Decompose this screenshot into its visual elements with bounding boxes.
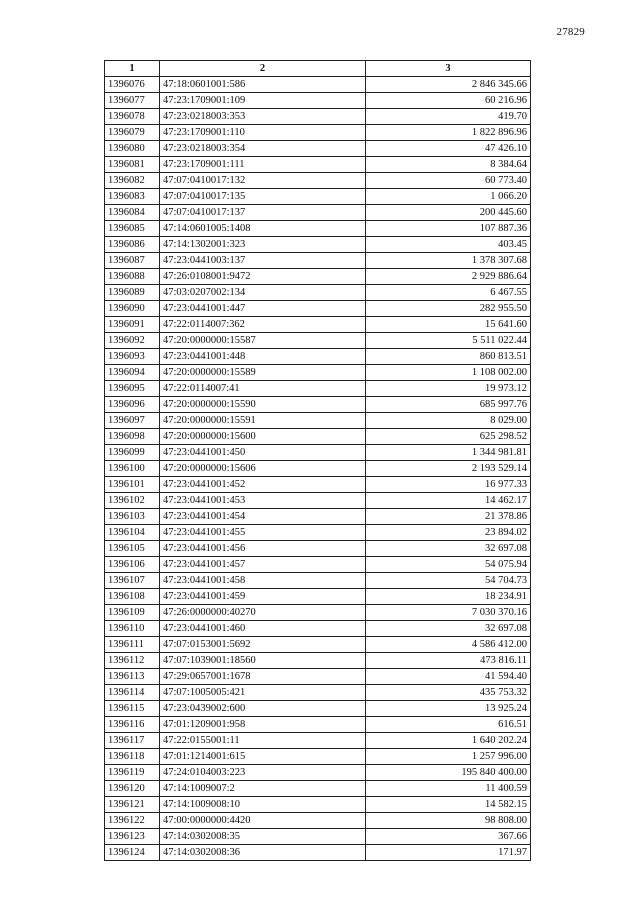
table-row <box>105 157 531 173</box>
cadastral-number-cell: 47:01:1214001:615 <box>160 749 366 765</box>
cadastral-value-cell: 200 445.60 <box>366 205 531 221</box>
cadastral-number-cell: 47:20:0000000:15606 <box>160 461 366 477</box>
row-number-cell: 1396103 <box>105 509 160 525</box>
table-row <box>105 749 531 765</box>
row-number-cell: 1396117 <box>105 733 160 749</box>
table-row <box>105 397 531 413</box>
table-row <box>105 253 531 269</box>
row-number-cell: 1396123 <box>105 829 160 845</box>
row-number-cell: 1396100 <box>105 461 160 477</box>
cadastral-number-cell: 47:07:1039001:18560 <box>160 653 366 669</box>
table-row <box>105 621 531 637</box>
table-row <box>105 781 531 797</box>
table-row <box>105 717 531 733</box>
cadastral-number-cell: 47:23:1709001:109 <box>160 93 366 109</box>
cadastral-value-cell: 2 846 345.66 <box>366 77 531 93</box>
row-number-cell: 1396098 <box>105 429 160 445</box>
table-row <box>105 685 531 701</box>
row-number-cell: 1396085 <box>105 221 160 237</box>
cadastral-number-cell: 47:07:1005005:421 <box>160 685 366 701</box>
cadastral-number-cell: 47:24:0104003:223 <box>160 765 366 781</box>
row-number-cell: 1396080 <box>105 141 160 157</box>
cadastral-number-cell: 47:20:0000000:15590 <box>160 397 366 413</box>
cadastral-number-cell: 47:23:0218003:354 <box>160 141 366 157</box>
table-row <box>105 845 531 861</box>
cadastral-value-cell: 8 384.64 <box>366 157 531 173</box>
cadastral-value-cell: 1 108 002.00 <box>366 365 531 381</box>
cadastral-number-cell: 47:03:0207002:134 <box>160 285 366 301</box>
cadastral-number-cell: 47:14:0302008:35 <box>160 829 366 845</box>
table-row <box>105 221 531 237</box>
cadastral-value-table-container <box>104 60 530 861</box>
cadastral-number-cell: 47:23:0441001:448 <box>160 349 366 365</box>
cadastral-value-cell: 171.97 <box>366 845 531 861</box>
row-number-cell: 1396092 <box>105 333 160 349</box>
column-header-2: 2 <box>160 61 366 77</box>
cadastral-value-table <box>104 60 531 861</box>
table-row <box>105 189 531 205</box>
cadastral-number-cell: 47:23:0441001:455 <box>160 525 366 541</box>
row-number-cell: 1396108 <box>105 589 160 605</box>
row-number-cell: 1396077 <box>105 93 160 109</box>
cadastral-number-cell: 47:23:0441001:452 <box>160 477 366 493</box>
cadastral-value-cell: 54 075.94 <box>366 557 531 573</box>
cadastral-number-cell: 47:23:1709001:111 <box>160 157 366 173</box>
table-row <box>105 765 531 781</box>
row-number-cell: 1396096 <box>105 397 160 413</box>
row-number-cell: 1396086 <box>105 237 160 253</box>
table-row <box>105 365 531 381</box>
table-row <box>105 109 531 125</box>
table-row <box>105 381 531 397</box>
row-number-cell: 1396093 <box>105 349 160 365</box>
cadastral-number-cell: 47:07:0410017:135 <box>160 189 366 205</box>
cadastral-value-cell: 282 955.50 <box>366 301 531 317</box>
row-number-cell: 1396118 <box>105 749 160 765</box>
cadastral-number-cell: 47:00:0000000:4420 <box>160 813 366 829</box>
cadastral-number-cell: 47:14:1009008:10 <box>160 797 366 813</box>
cadastral-value-cell: 625 298.52 <box>366 429 531 445</box>
table-row <box>105 477 531 493</box>
row-number-cell: 1396122 <box>105 813 160 829</box>
row-number-cell: 1396104 <box>105 525 160 541</box>
table-row <box>105 637 531 653</box>
table-row <box>105 493 531 509</box>
cadastral-number-cell: 47:23:1709001:110 <box>160 125 366 141</box>
cadastral-number-cell: 47:07:0410017:132 <box>160 173 366 189</box>
row-number-cell: 1396102 <box>105 493 160 509</box>
table-row <box>105 509 531 525</box>
cadastral-number-cell: 47:20:0000000:15591 <box>160 413 366 429</box>
header-row <box>105 61 531 77</box>
row-number-cell: 1396113 <box>105 669 160 685</box>
table-row <box>105 141 531 157</box>
cadastral-value-cell: 16 977.33 <box>366 477 531 493</box>
table-row <box>105 669 531 685</box>
row-number-cell: 1396120 <box>105 781 160 797</box>
cadastral-number-cell: 47:23:0441001:458 <box>160 573 366 589</box>
cadastral-value-cell: 435 753.32 <box>366 685 531 701</box>
table-header <box>105 61 531 77</box>
row-number-cell: 1396088 <box>105 269 160 285</box>
table-row <box>105 125 531 141</box>
table-row <box>105 541 531 557</box>
column-header-3: 3 <box>366 61 531 77</box>
cadastral-number-cell: 47:22:0114007:41 <box>160 381 366 397</box>
cadastral-number-cell: 47:22:0155001:11 <box>160 733 366 749</box>
cadastral-value-cell: 5 511 022.44 <box>366 333 531 349</box>
table-row <box>105 301 531 317</box>
row-number-cell: 1396114 <box>105 685 160 701</box>
row-number-cell: 1396083 <box>105 189 160 205</box>
row-number-cell: 1396115 <box>105 701 160 717</box>
table-row <box>105 285 531 301</box>
table-row <box>105 573 531 589</box>
row-number-cell: 1396094 <box>105 365 160 381</box>
cadastral-value-cell: 15 641.60 <box>366 317 531 333</box>
table-row <box>105 205 531 221</box>
cadastral-value-cell: 1 344 981.81 <box>366 445 531 461</box>
cadastral-value-cell: 685 997.76 <box>366 397 531 413</box>
table-row <box>105 605 531 621</box>
table-row <box>105 813 531 829</box>
row-number-cell: 1396090 <box>105 301 160 317</box>
cadastral-number-cell: 47:29:0657001:1678 <box>160 669 366 685</box>
table-row <box>105 797 531 813</box>
cadastral-number-cell: 47:23:0441001:453 <box>160 493 366 509</box>
row-number-cell: 1396079 <box>105 125 160 141</box>
cadastral-value-cell: 1 822 896.96 <box>366 125 531 141</box>
cadastral-value-cell: 47 426.10 <box>366 141 531 157</box>
cadastral-value-cell: 1 066.20 <box>366 189 531 205</box>
cadastral-value-cell: 21 378.86 <box>366 509 531 525</box>
row-number-cell: 1396099 <box>105 445 160 461</box>
cadastral-value-cell: 32 697.08 <box>366 541 531 557</box>
cadastral-value-cell: 13 925.24 <box>366 701 531 717</box>
cadastral-value-cell: 32 697.08 <box>366 621 531 637</box>
row-number-cell: 1396095 <box>105 381 160 397</box>
row-number-cell: 1396119 <box>105 765 160 781</box>
cadastral-value-cell: 60 216.96 <box>366 93 531 109</box>
cadastral-value-cell: 60 773.40 <box>366 173 531 189</box>
table-row <box>105 93 531 109</box>
cadastral-number-cell: 47:18:0601001:586 <box>160 77 366 93</box>
row-number-cell: 1396091 <box>105 317 160 333</box>
cadastral-value-cell: 1 257 996.00 <box>366 749 531 765</box>
table-row <box>105 413 531 429</box>
table-row <box>105 733 531 749</box>
table-row <box>105 317 531 333</box>
row-number-cell: 1396111 <box>105 637 160 653</box>
cadastral-value-cell: 2 929 886.64 <box>366 269 531 285</box>
table-row <box>105 269 531 285</box>
cadastral-number-cell: 47:20:0000000:15589 <box>160 365 366 381</box>
table-row <box>105 77 531 93</box>
cadastral-value-cell: 616.51 <box>366 717 531 733</box>
cadastral-number-cell: 47:01:1209001:958 <box>160 717 366 733</box>
row-number-cell: 1396076 <box>105 77 160 93</box>
row-number-cell: 1396087 <box>105 253 160 269</box>
table-row <box>105 653 531 669</box>
row-number-cell: 1396106 <box>105 557 160 573</box>
row-number-cell: 1396101 <box>105 477 160 493</box>
row-number-cell: 1396081 <box>105 157 160 173</box>
cadastral-value-cell: 18 234.91 <box>366 589 531 605</box>
cadastral-value-cell: 14 582.15 <box>366 797 531 813</box>
row-number-cell: 1396112 <box>105 653 160 669</box>
cadastral-value-cell: 7 030 370.16 <box>366 605 531 621</box>
cadastral-number-cell: 47:07:0153001:5692 <box>160 637 366 653</box>
row-number-cell: 1396078 <box>105 109 160 125</box>
cadastral-value-cell: 4 586 412.00 <box>366 637 531 653</box>
cadastral-number-cell: 47:23:0441001:447 <box>160 301 366 317</box>
row-number-cell: 1396097 <box>105 413 160 429</box>
cadastral-value-cell: 403.45 <box>366 237 531 253</box>
row-number-cell: 1396089 <box>105 285 160 301</box>
row-number-cell: 1396121 <box>105 797 160 813</box>
cadastral-value-cell: 195 840 400.00 <box>366 765 531 781</box>
cadastral-number-cell: 47:14:1009007:2 <box>160 781 366 797</box>
cadastral-number-cell: 47:22:0114007:362 <box>160 317 366 333</box>
cadastral-value-cell: 54 704.73 <box>366 573 531 589</box>
table-row <box>105 589 531 605</box>
cadastral-number-cell: 47:23:0441001:454 <box>160 509 366 525</box>
cadastral-number-cell: 47:23:0441001:450 <box>160 445 366 461</box>
row-number-cell: 1396084 <box>105 205 160 221</box>
cadastral-number-cell: 47:14:0302008:36 <box>160 845 366 861</box>
table-row <box>105 445 531 461</box>
cadastral-value-cell: 98 808.00 <box>366 813 531 829</box>
cadastral-number-cell: 47:26:0108001:9472 <box>160 269 366 285</box>
row-number-cell: 1396105 <box>105 541 160 557</box>
cadastral-value-cell: 11 400.59 <box>366 781 531 797</box>
table-row <box>105 461 531 477</box>
cadastral-number-cell: 47:26:0000000:40270 <box>160 605 366 621</box>
cadastral-number-cell: 47:23:0441001:460 <box>160 621 366 637</box>
cadastral-value-cell: 14 462.17 <box>366 493 531 509</box>
cadastral-value-cell: 6 467.55 <box>366 285 531 301</box>
cadastral-number-cell: 47:20:0000000:15587 <box>160 333 366 349</box>
cadastral-number-cell: 47:23:0439002:600 <box>160 701 366 717</box>
cadastral-value-cell: 1 640 202.24 <box>366 733 531 749</box>
table-row <box>105 237 531 253</box>
column-header-1: 1 <box>105 61 160 77</box>
cadastral-number-cell: 47:14:1302001:323 <box>160 237 366 253</box>
cadastral-number-cell: 47:23:0441001:459 <box>160 589 366 605</box>
cadastral-number-cell: 47:20:0000000:15600 <box>160 429 366 445</box>
cadastral-value-cell: 41 594.40 <box>366 669 531 685</box>
table-row <box>105 525 531 541</box>
table-row <box>105 701 531 717</box>
cadastral-value-cell: 419.70 <box>366 109 531 125</box>
cadastral-number-cell: 47:23:0218003:353 <box>160 109 366 125</box>
row-number-cell: 1396082 <box>105 173 160 189</box>
row-number-cell: 1396110 <box>105 621 160 637</box>
row-number-cell: 1396107 <box>105 573 160 589</box>
cadastral-number-cell: 47:07:0410017:137 <box>160 205 366 221</box>
cadastral-value-cell: 1 378 307.68 <box>366 253 531 269</box>
cadastral-value-cell: 8 029.00 <box>366 413 531 429</box>
cadastral-value-cell: 473 816.11 <box>366 653 531 669</box>
cadastral-value-cell: 860 813.51 <box>366 349 531 365</box>
cadastral-value-cell: 19 973.12 <box>366 381 531 397</box>
cadastral-value-cell: 367.66 <box>366 829 531 845</box>
row-number-cell: 1396109 <box>105 605 160 621</box>
table-row <box>105 173 531 189</box>
cadastral-number-cell: 47:23:0441003:137 <box>160 253 366 269</box>
table-row <box>105 429 531 445</box>
cadastral-number-cell: 47:23:0441001:457 <box>160 557 366 573</box>
page-number: 27829 <box>556 26 585 38</box>
cadastral-number-cell: 47:14:0601005:1408 <box>160 221 366 237</box>
cadastral-number-cell: 47:23:0441001:456 <box>160 541 366 557</box>
table-row <box>105 349 531 365</box>
table-row <box>105 557 531 573</box>
table-row <box>105 829 531 845</box>
row-number-cell: 1396116 <box>105 717 160 733</box>
table-body <box>105 77 531 861</box>
cadastral-value-cell: 23 894.02 <box>366 525 531 541</box>
cadastral-value-cell: 2 193 529.14 <box>366 461 531 477</box>
row-number-cell: 1396124 <box>105 845 160 861</box>
cadastral-value-cell: 107 887.36 <box>366 221 531 237</box>
table-row <box>105 333 531 349</box>
